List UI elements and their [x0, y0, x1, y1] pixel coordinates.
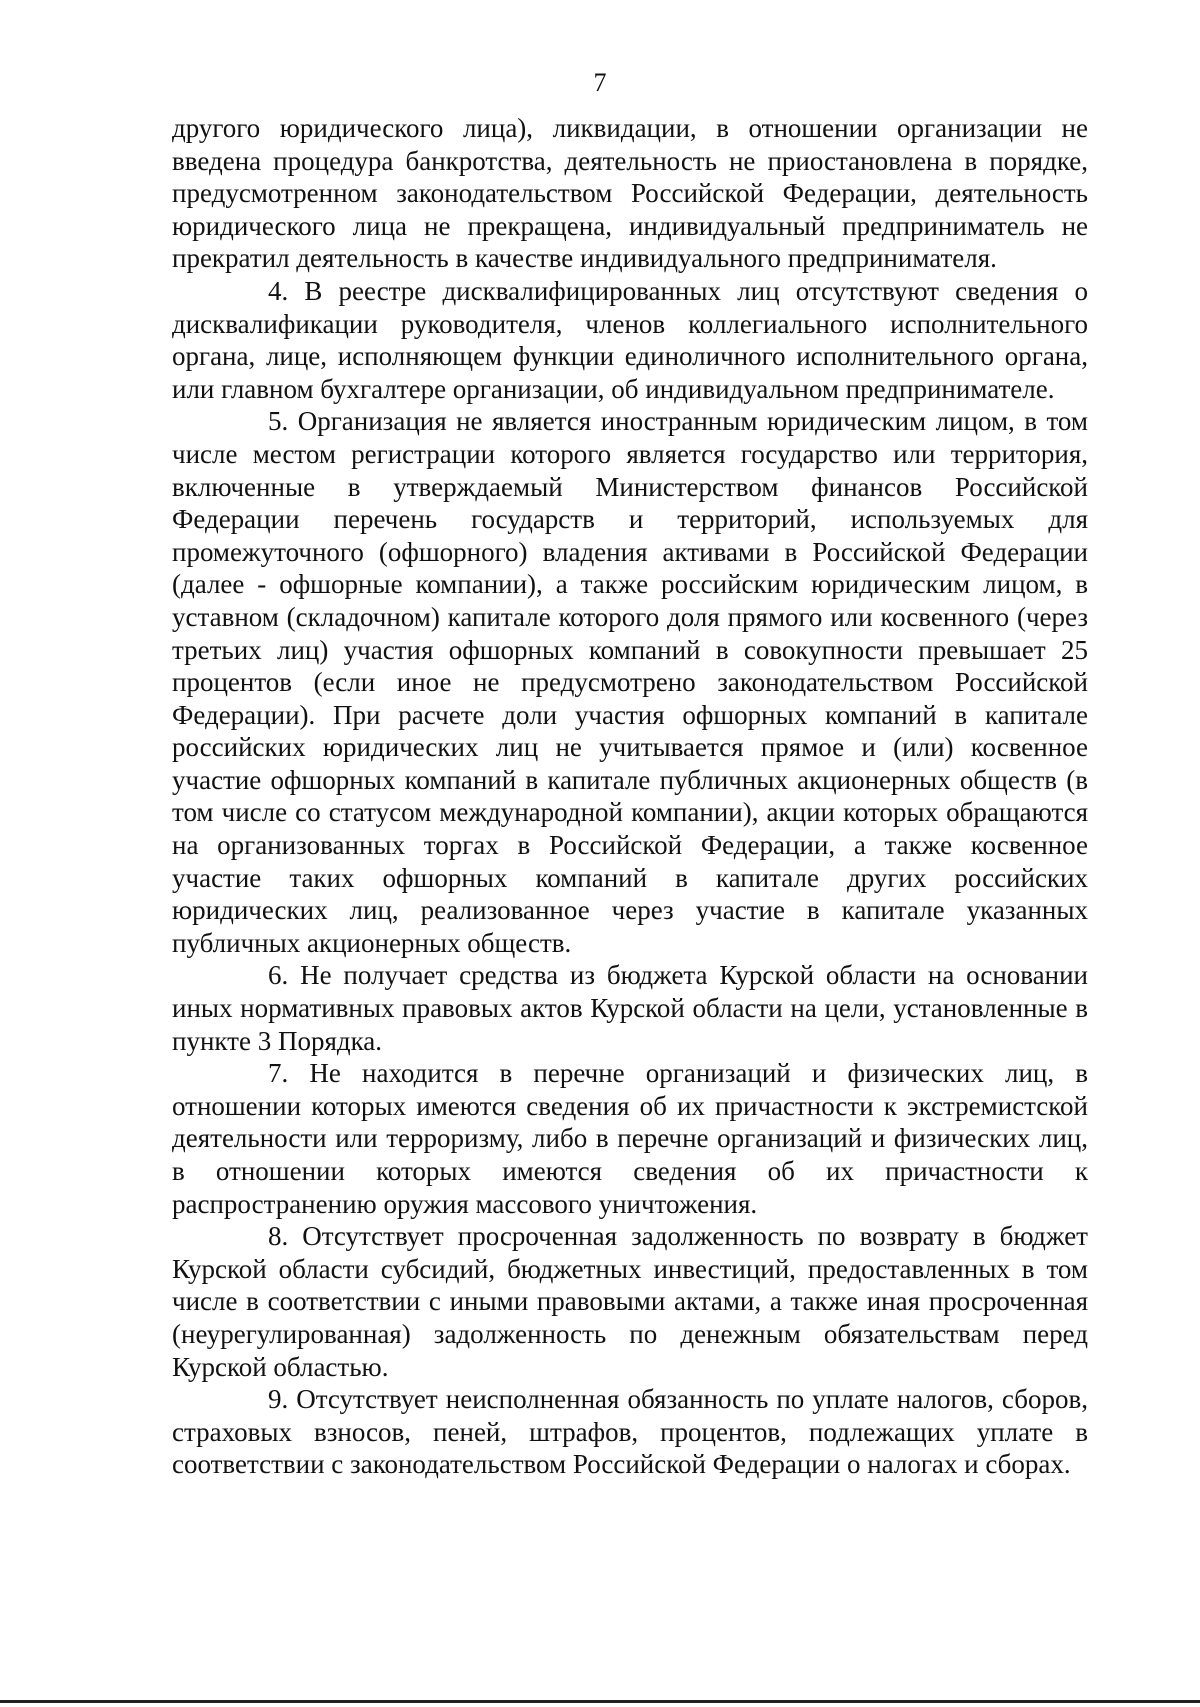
- paragraph-item-7: 7. Не находится в перечне организаций и физических лиц, в отношении которых имеются сведения об их причастности к экстремистской деятельности или терроризму, либо в перечне организаций и физических лиц, в отношении которых имеются сведения об их причастности к распространению оружия массового уничтожения.: [172, 1058, 1088, 1219]
- paragraph-item-8: 8. Отсутствует просроченная задолженность по возврату в бюджет Курской области субсидий, бюджетных инвестиций, предоставленных в том числе в соответствии с иными правовыми актами, а также иная просроченная (неурегулированная) задолженность по денежным обязательствам перед Курской областью.: [172, 1221, 1088, 1382]
- page-number: 7: [593, 68, 607, 97]
- document-body: [172, 112, 1088, 1481]
- bottom-border-line: [0, 1700, 1200, 1703]
- paragraph-item-9: 9. Отсутствует неисполненная обязанность по уплате налогов, сборов, страховых взносов, пеней, штрафов, процентов, подлежащих уплате в соответствии с законодательством Российской Федерации о налогах и сборах.: [172, 1384, 1088, 1480]
- paragraph-item-6: 6. Не получает средства из бюджета Курской области на основании иных нормативных правовых актов Курской области на цели, установленные в пункте 3 Порядка.: [172, 960, 1088, 1056]
- paragraph-item-5: 5. Организация не является иностранным юридическим лицом, в том числе местом регистрации которого является государство или территория, включенные в утверждаемый Министерством финансов Российской Федерации перечень государств и территорий, используемых для промежуточного (офшорного) владения активами в Российской Федерации (далее - офшорные компании), а также российским юридическим лицом, в уставном (складочном) капитале которого доля прямого или косвенного (через третьих лиц) участия офшорных компаний в совокупности превышает 25 процентов (если иное не предусмотрено законодательством Российской Федерации). При расчете доли участия офшорных компаний в капитале российских юридических лиц не учитывается прямое и (или) косвенное участие офшорных компаний в капитале публичных акционерных обществ (в том числе со статусом международной компании), акции которых обращаются на организованных торгах в Российской Федерации, а также косвенное участие таких офшорных компаний в капитале других российских юридических лиц, реализованное через участие в капитале указанных публичных акционерных обществ.: [172, 406, 1088, 958]
- paragraph-continuation: другого юридического лица), ликвидации, в отношении организации не введена процедура банкротства, деятельность не приостановлена в порядке, предусмотренном законодательством Российской Федерации, деятельность юридического лица не прекращена, индивидуальный предприниматель не прекратил деятельность в качестве индивидуального предпринимателя.: [172, 113, 1088, 274]
- paragraph-item-4: 4. В реестре дисквалифицированных лиц отсутствуют сведения о дисквалификации руководителя, членов коллегиального исполнительного органа, лице, исполняющем функции единоличного исполнительного органа, или главном бухгалтере организации, об индивидуальном предпринимателе.: [172, 275, 1088, 404]
